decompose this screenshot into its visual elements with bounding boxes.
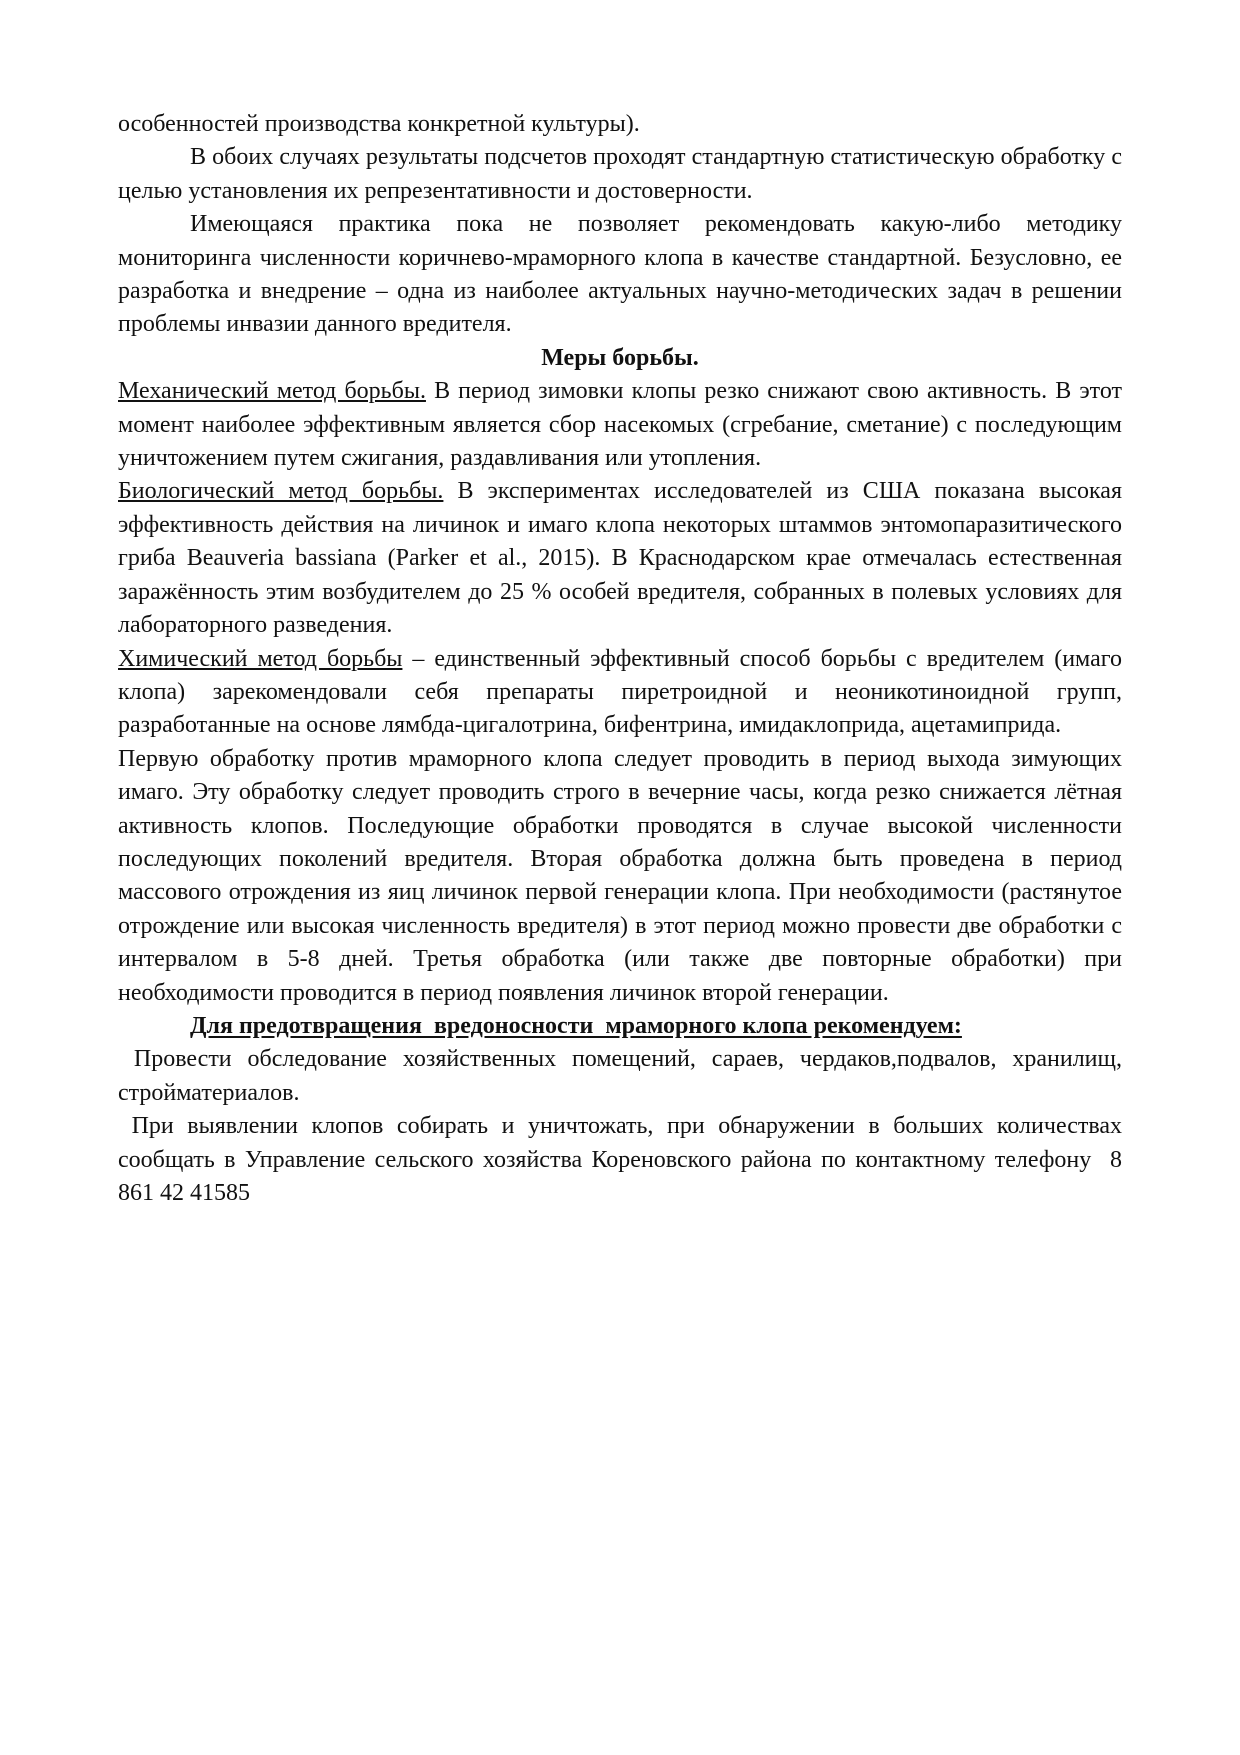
biological-method-title: Биологический метод борьбы. <box>118 478 444 505</box>
mechanical-method-title: Механический метод борьбы. <box>118 378 426 405</box>
intro-line: особенностей производства конкретной культуры). <box>118 111 640 137</box>
recommendation-report: При выявлении клопов собирать и уничтожать, при обнаружении в больших количествах сообщать в Управление сельского хозяйства Кореновского района по контактному телефону 8 861 42 41585 <box>118 1113 1128 1206</box>
recommendations-heading: Для предотвращения вредоносности мраморного клопа рекомендуем: <box>190 1012 962 1039</box>
paragraph-practice: Имеющаяся практика пока не позволяет рекомендовать какую-либо методику мониторинга численности коричнево-мраморного клопа в качестве стандартной. Безусловно, ее разработка и внедрение – одна из наиболее актуальных научно-методических задач в решении проблемы инвазии данного вредителя. <box>118 211 1122 338</box>
paragraph-biological-method <box>118 475 1122 642</box>
chemical-method-text: – единственный эффективный способ борьбы с вредителем (имаго клопа) зарекомендовали себя препараты пиретроидной и неоникотиноидной групп, разработанные на основе лямбда-цигалотрина, бифентрина, имидаклоприда, ацетамиприда. <box>118 645 1122 739</box>
paragraph-statistics: В обоих случаях результаты подсчетов проходят стандартную статистическую обработку с целью установления их репрезентативности и достоверности. <box>118 144 1122 204</box>
recommendation-inspect: Провести обследование хозяйственных помещений, сараев, чердаков,подвалов, хранилищ, стройматериалов. <box>118 1046 1128 1106</box>
biological-method-text: В экспериментах исследователей из США показана высокая эффективность действия на личинок и имаго клопа некоторых штаммов энтомопаразитического гриба Beauveria bassiana (Parker et al., 2015). В Краснодарском крае отмечалась естественная заражённость этим возбудителем до 25 % особей вредителя, собранных в полевых условиях для лабораторного разведения. <box>118 478 1122 639</box>
paragraph-treatment-schedule: Первую обработку против мраморного клопа следует проводить в период выхода зимующих имаго. Эту обработку следует проводить строго в вечерние часы, когда резко снижается лётная активность клопов. Последующие обработки проводятся в случае высокой численности последующих поколений вредителя. Вторая обработка должна быть проведена в период массового отрождения из яиц личинок первой генерации клопа. При необходимости (растянутое отрождение или высокая численность вредителя) в этот период можно провести две обработки с интервалом в 5-8 дней. Третья обработка (или также две повторные обработки) при необходимости проводится в период появления личинок второй генерации. <box>118 745 1122 1006</box>
mechanical-method-text: В период зимовки клопы резко снижают свою активность. В этот момент наиболее эффективным является сбор насекомых (сгребание, сметание) с последующим уничтожением путем сжигания, раздавливания или утопления. <box>118 378 1122 472</box>
paragraph-chemical-method <box>118 643 1122 743</box>
chemical-method-title: Химический метод борьбы <box>118 645 403 672</box>
section-heading-control-measures: Меры борьбы. <box>541 344 699 371</box>
document-page <box>118 108 1128 1210</box>
paragraph-mechanical-method <box>118 375 1122 475</box>
